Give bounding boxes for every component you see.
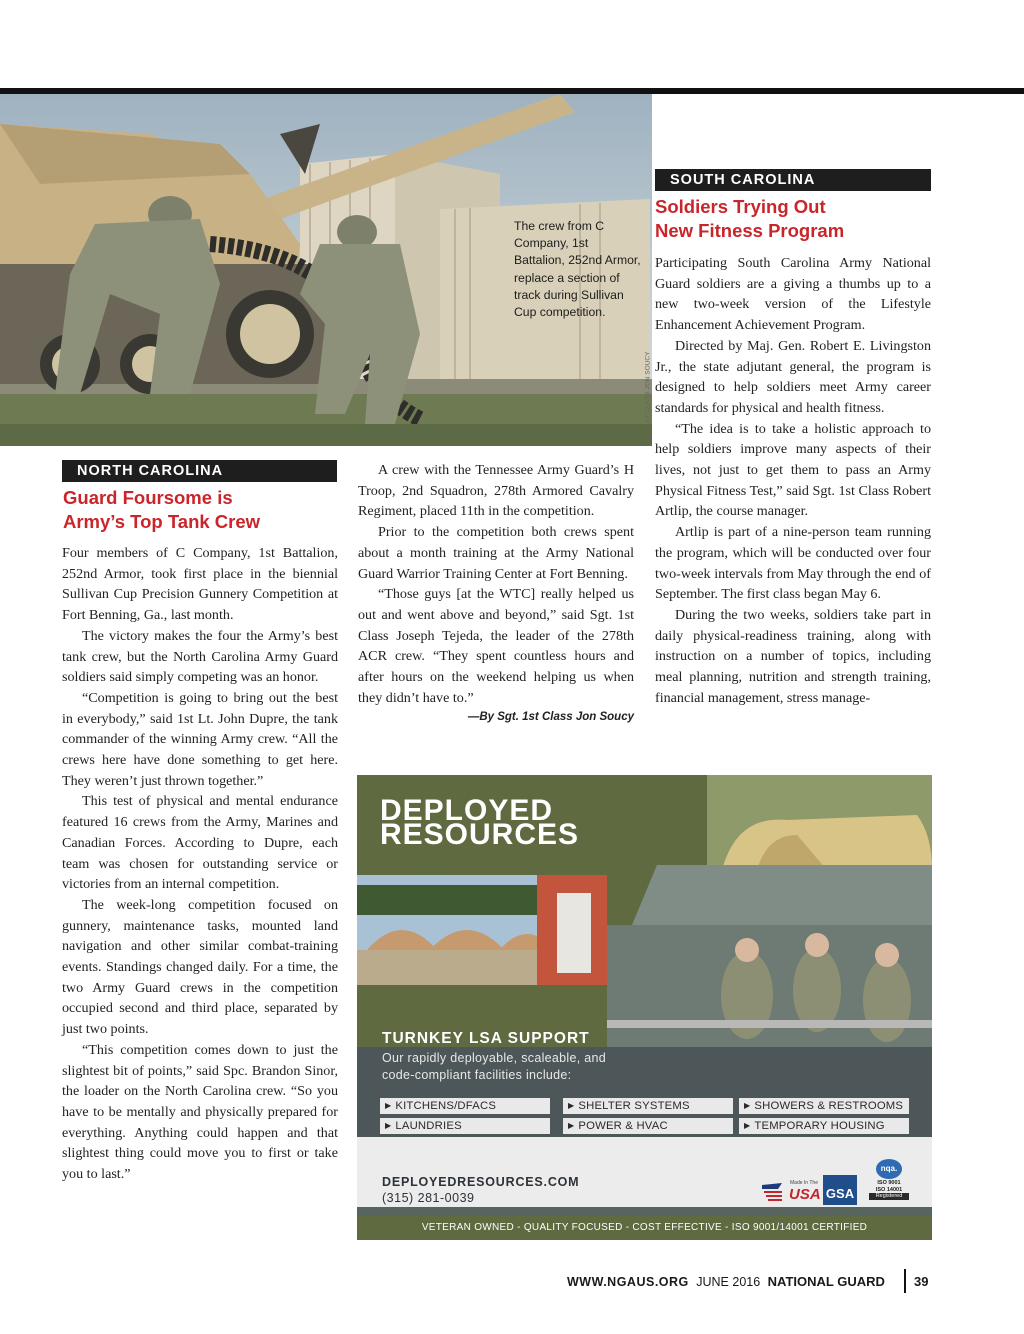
- caret-right-icon: ▶: [385, 1101, 392, 1110]
- gsa-logo-text: GSA: [825, 1186, 855, 1201]
- ad-service-item: [563, 1118, 733, 1134]
- nqa-logo: [869, 1159, 909, 1205]
- headline-line: Guard Foursome is: [63, 487, 233, 508]
- ad-phone: (315) 281-0039: [382, 1191, 475, 1205]
- ad-service-label: POWER & HVAC: [578, 1120, 668, 1132]
- paragraph: “This competition comes down to just the slightest bit of points,” said Spc. Brandon Sinor, the loader on the North Carolina crew. “So you have to be mentally and physically prepared for everything. Anything could happen and that slightest thing could move you to first or take you to last.”: [62, 1041, 338, 1183]
- ad-service-item: [739, 1098, 909, 1114]
- footer-divider: [904, 1269, 906, 1293]
- iso-line: ISO 14001: [875, 1186, 903, 1193]
- ad-service-item: [739, 1118, 909, 1134]
- deployed-resources-ad[interactable]: [357, 775, 932, 1240]
- byline: —By Sgt. 1st Class Jon Soucy: [467, 711, 634, 724]
- paragraph: Directed by Maj. Gen. Robert E. Livingston Jr., the state adjutant general, the program is designed to help soldiers meet Army career standards for physical and health fitness.: [655, 337, 931, 416]
- ad-service-label: KITCHENS/DFACS: [395, 1100, 497, 1112]
- south-carolina-headline: [655, 195, 931, 243]
- iso-line: ISO 9001: [877, 1180, 901, 1186]
- ad-service-label: LAUNDRIES: [395, 1120, 462, 1132]
- paragraph: This test of physical and mental endurance featured 16 crews from the Army, Marines and Canadian Forces. According to Dupre, each team was chosen for outstanding service or victories from an internal competition.: [62, 793, 338, 893]
- ad-subtitle: TURNKEY LSA SUPPORT: [382, 1030, 590, 1047]
- ad-service-item: [380, 1098, 550, 1114]
- ad-service-item: [563, 1098, 733, 1114]
- iso-line: Registered: [869, 1193, 909, 1200]
- ad-service-item: [380, 1118, 550, 1134]
- paragraph: The victory makes the four the Army’s best tank crew, but the North Carolina Army Guard soldiers said simply competing was an honor.: [62, 627, 338, 686]
- nqa-logo-mark: nqa.: [876, 1159, 902, 1179]
- usa-logo-text: USA: [789, 1186, 821, 1203]
- footer: [567, 1274, 885, 1294]
- ad-tagline: VETERAN OWNED - QUALITY FOCUSED - COST EFFECTIVE - ISO 9001/14001 CERTIFIED: [357, 1215, 932, 1240]
- paragraph: “Those guys [at the WTC] really helped us out and went above and beyond,” said Sgt. 1st Class Joseph Tejeda, the leader of the 278th ACR crew. “They spent countless hours and after hours on the weekend helping us when they didn’t have to.”: [358, 586, 634, 706]
- headline-line: Soldiers Trying Out: [655, 196, 826, 217]
- paragraph: During the two weeks, soldiers take part in daily physical-readiness training, along with instruction on a number of topics, including meal planning, nutrition and strength training, financial management, stress manage-: [655, 606, 931, 706]
- ad-description: Our rapidly deployable, scaleable, and code-compliant facilities include:: [382, 1051, 607, 1082]
- made-in-usa-logo: [762, 1179, 821, 1205]
- usa-logo-small: Made In The: [790, 1180, 818, 1186]
- ad-website-link[interactable]: DEPLOYEDRESOURCES.COM: [382, 1175, 580, 1189]
- iso-text: [869, 1180, 909, 1200]
- photo-caption: The crew from C Company, 1st Battalion, 252nd Armor, replace a section of track during Sullivan Cup competition.: [514, 219, 641, 320]
- paragraph: A crew with the Tennessee Army Guard’s H Troop, 2nd Squadron, 278th Armored Cavalry Regiment, placed 11th in the competition.: [358, 462, 634, 520]
- photo-credit: SGT. 1ST CLASS JON SOUCY: [644, 351, 652, 443]
- ad-service-label: SHELTER SYSTEMS: [578, 1100, 690, 1112]
- north-carolina-label: NORTH CAROLINA: [62, 460, 337, 482]
- page-number: 39: [914, 1274, 929, 1289]
- paragraph: “Competition is going to bring out the best in everybody,” said 1st Lt. John Dupre, the tank commander of the winning Army crew. “All the crews here have done something to get here. They weren’t just thrown together.”: [62, 689, 338, 789]
- caret-right-icon: ▶: [744, 1121, 751, 1130]
- paragraph: Four members of C Company, 1st Battalion, 252nd Armor, took first place in the biennial Sullivan Cup Precision Gunnery Competition at Fort Benning, Ga., last month.: [62, 545, 338, 624]
- north-carolina-headline: [63, 486, 338, 534]
- caret-right-icon: ▶: [385, 1121, 392, 1130]
- ad-service-label: TEMPORARY HOUSING: [754, 1120, 885, 1132]
- headline-line: Army’s Top Tank Crew: [63, 511, 261, 532]
- paragraph: The week-long competition focused on gunnery, maintenance tasks, mounted land navigation and other similar combat-training events. Standings changed daily. For a time, the two Army Guard crews in the competition occupied second and third place, separated by just two points.: [62, 896, 338, 1038]
- ad-brand: [380, 794, 580, 851]
- paragraph: Participating South Carolina Army National Guard soldiers are a giving a thumbs up to a new two-week version of the Lifestyle Enhancement Achievement Program.: [655, 255, 931, 334]
- north-carolina-article: [62, 543, 338, 1185]
- paragraph: Artlip is part of a nine-person team running the program, which will be conducted over four two-week intervals from May through the end of September. The first class began May 6.: [655, 524, 931, 603]
- north-carolina-continued: [358, 460, 634, 726]
- ad-brand-line: RESOURCES: [380, 818, 580, 851]
- gsa-logo: [823, 1175, 857, 1205]
- caret-right-icon: ▶: [568, 1121, 575, 1130]
- ad-brand-line: DEPLOYED: [380, 794, 554, 827]
- ad-service-label: SHOWERS & RESTROOMS: [754, 1100, 904, 1112]
- footer-issue: JUNE 2016: [696, 1275, 761, 1289]
- paragraph: “The idea is to take a holistic approach to help soldiers improve many aspects of their lives, not just to get them to pass an Army Physical Fitness Test,” said Sgt. 1st Class Robert Artlip, the course manager.: [655, 420, 931, 520]
- headline-line: New Fitness Program: [655, 220, 845, 241]
- footer-magazine: NATIONAL GUARD: [767, 1274, 885, 1289]
- south-carolina-label: SOUTH CAROLINA: [655, 169, 931, 191]
- paragraph: Prior to the competition both crews spent about a month training at the Army National Guard Warrior Training Center at Fort Benning.: [358, 524, 634, 582]
- caret-right-icon: ▶: [568, 1101, 575, 1110]
- footer-website[interactable]: WWW.NGAUS.ORG: [567, 1275, 689, 1289]
- south-carolina-article: [655, 253, 931, 708]
- caret-right-icon: ▶: [744, 1101, 751, 1110]
